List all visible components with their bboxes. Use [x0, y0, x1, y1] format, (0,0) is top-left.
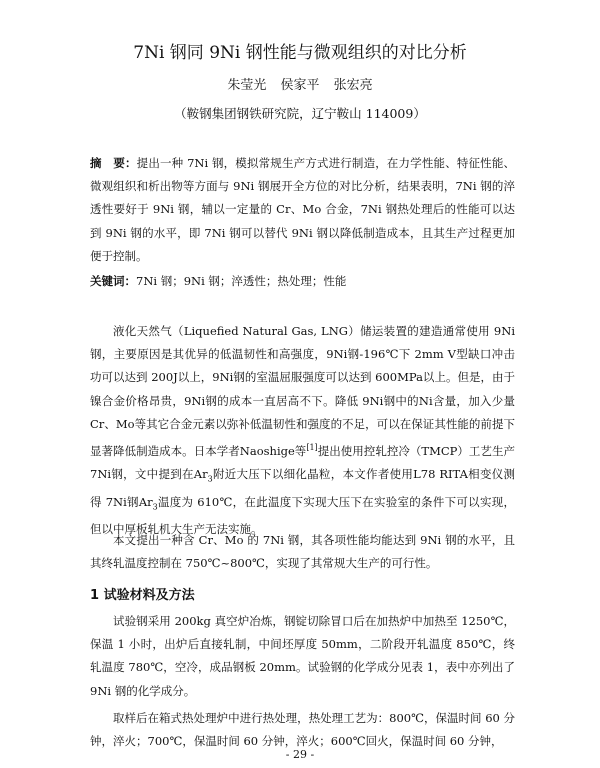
- subscript: 3: [207, 474, 213, 484]
- intro-p1-part-a: 液化天然气（Liquefied Natural Gas, LNG）储运装置的建造通常使用 9Ni钢，主要原因是其优异的低温韧性和高强度，9Ni钢-196℃下 2mm V型缺口冲击功可以达到 200J以上，9Ni钢的室温屈服强度可以达到 600MPa以上。但是，由于镍合金价格昂贵，9Ni钢的成本一直居高不下。降低 9Ni钢中的Ni含量，加入少量 Cr、Mo等其它合金元素以弥补低温韧性和强度的不足，可以在保证其性能的前提下显著降低制造成本。日本学者Naoshige等: [90, 324, 515, 458]
- author-list: 朱莹光 侯家平 张宏亮: [227, 78, 373, 93]
- subscript: 3: [152, 501, 158, 511]
- section1-p1-text: 试验钢采用 200kg 真空炉冶炼，钢锭切除冒口后在加热炉中加热至 1250℃，保温 1 小时，出炉后直接轧制，中间坯厚度 50mm，二阶段开轧温度 850℃，终轧温度 780℃，空冷，成品钢板 20mm。试验钢的化学成分见表 1，表中亦列出了 9Ni 钢的化学成分。: [90, 614, 515, 698]
- page-number: - 29 -: [285, 748, 315, 761]
- abstract: [90, 152, 515, 268]
- keywords: [90, 273, 515, 289]
- section1-paragraph-1: [90, 610, 515, 703]
- keywords-label: 关键词：: [90, 274, 136, 288]
- intro-paragraph-2: [90, 529, 515, 575]
- intro-p2-text: 本文提出一种含 Cr、Mo 的 7Ni 钢，其各项性能均能达到 9Ni 钢的水平，且其终轧温度控制在 750℃~800℃，实现了其常规大生产的可行性。: [90, 533, 515, 571]
- intro-p1-part-c: 附近大压下以细化晶粒，本文作者使用L78 RITA相变仪测得 7Ni钢Ar: [90, 467, 515, 509]
- intro-paragraph-1: [90, 320, 515, 541]
- abstract-text: 提出一种 7Ni 钢，模拟常规生产方式进行制造，在力学性能、特征性能、微观组织和析出物等方面与 9Ni 钢展开全方位的对比分析，结果表明，7Ni 钢的淬透性要好于 9Ni 钢，辅以一定量的 Cr、Mo 合金，7Ni 钢热处理后的性能可以达到 9Ni 钢的水平，即 7Ni 钢可以替代 9Ni 钢以降低制造成本，且其生产过程更加便于控制。: [90, 156, 516, 263]
- section-heading: 1 试验材料及方法: [90, 588, 195, 603]
- keywords-text: 7Ni 钢；9Ni 钢；淬透性；热处理；性能: [136, 274, 347, 288]
- section1-paragraph-2: [90, 707, 515, 753]
- affiliation: （鞍钢集团钢铁研究院，辽宁鞍山 114009）: [174, 106, 426, 121]
- section1-p2-text: 取样后在箱式热处理炉中进行热处理，热处理工艺为：800℃，保温时间 60 分钟，淬火；700℃，保温时间 60 分钟，淬火；600℃回火，保温时间 60 分钟，: [90, 711, 515, 749]
- intro-p1-part-b: 提出使用控轧控冷（TMCP）工艺生产 7Ni钢，文中提到在Ar: [90, 443, 516, 482]
- intro-p1-part-d: 温度为 610℃，在此温度下实现大压下在实验室的条件下可以实现，但以中厚板轧机大生产无法实施。: [90, 494, 515, 537]
- paper-title: 7Ni 钢同 9Ni 钢性能与微观组织的对比分析: [133, 43, 467, 63]
- citation-ref: [1]: [306, 443, 318, 453]
- abstract-label: 摘 要：: [90, 156, 137, 170]
